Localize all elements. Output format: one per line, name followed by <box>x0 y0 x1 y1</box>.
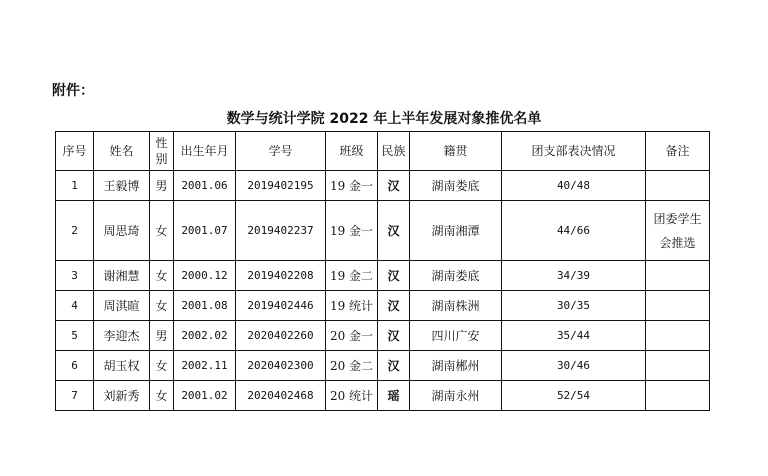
cell-origin: 湖南娄底 <box>410 171 502 201</box>
cell-ethnicity: 汉 <box>378 201 410 261</box>
cell-class: 20 金二 <box>326 351 378 381</box>
cell-seq: 2 <box>56 201 94 261</box>
cell-birth: 2001.02 <box>174 381 236 411</box>
cell-name: 周思琦 <box>94 201 150 261</box>
cell-seq: 5 <box>56 321 94 351</box>
cell-class: 19 金二 <box>326 261 378 291</box>
cell-vote: 35/44 <box>502 321 646 351</box>
cell-origin: 湖南永州 <box>410 381 502 411</box>
cell-remark <box>646 261 710 291</box>
cell-student-id: 2019402208 <box>236 261 326 291</box>
cell-name: 周淇暄 <box>94 291 150 321</box>
cell-name: 胡玉权 <box>94 351 150 381</box>
table-row <box>56 261 710 291</box>
cell-birth: 2000.12 <box>174 261 236 291</box>
cell-name: 王毅博 <box>94 171 150 201</box>
header-student-id: 学号 <box>236 132 326 171</box>
table-row <box>56 171 710 201</box>
header-name: 姓名 <box>94 132 150 171</box>
cell-student-id: 2019402446 <box>236 291 326 321</box>
cell-class: 20 统计 <box>326 381 378 411</box>
cell-class: 19 统计 <box>326 291 378 321</box>
cell-student-id: 2020402468 <box>236 381 326 411</box>
cell-vote: 30/35 <box>502 291 646 321</box>
cell-remark: 团委学生会推选 <box>646 201 710 261</box>
cell-origin: 湖南郴州 <box>410 351 502 381</box>
cell-birth: 2002.02 <box>174 321 236 351</box>
table-header-row <box>56 132 710 171</box>
header-vote: 团支部表决情况 <box>502 132 646 171</box>
cell-birth: 2002.11 <box>174 351 236 381</box>
cell-student-id: 2019402195 <box>236 171 326 201</box>
table-row <box>56 291 710 321</box>
cell-student-id: 2020402300 <box>236 351 326 381</box>
cell-seq: 7 <box>56 381 94 411</box>
attachment-label: 附件： <box>52 83 94 99</box>
cell-origin: 湖南娄底 <box>410 261 502 291</box>
cell-gender: 女 <box>150 351 174 381</box>
cell-gender: 女 <box>150 381 174 411</box>
header-class: 班级 <box>326 132 378 171</box>
cell-ethnicity: 汉 <box>378 261 410 291</box>
cell-ethnicity: 汉 <box>378 351 410 381</box>
cell-name: 李迎杰 <box>94 321 150 351</box>
cell-student-id: 2019402237 <box>236 201 326 261</box>
cell-gender: 女 <box>150 261 174 291</box>
cell-gender: 男 <box>150 321 174 351</box>
cell-remark <box>646 321 710 351</box>
header-ethnicity: 民族 <box>378 132 410 171</box>
cell-student-id: 2020402260 <box>236 321 326 351</box>
cell-name: 谢湘慧 <box>94 261 150 291</box>
cell-gender: 女 <box>150 291 174 321</box>
cell-vote: 40/48 <box>502 171 646 201</box>
cell-ethnicity: 汉 <box>378 321 410 351</box>
table-row <box>56 351 710 381</box>
header-remark: 备注 <box>646 132 710 171</box>
document-title: 数学与统计学院 2022 年上半年发展对象推优名单 <box>226 111 542 127</box>
cell-birth: 2001.07 <box>174 201 236 261</box>
cell-remark <box>646 171 710 201</box>
header-seq: 序号 <box>56 132 94 171</box>
table-row <box>56 201 710 261</box>
cell-seq: 4 <box>56 291 94 321</box>
header-birth: 出生年月 <box>174 132 236 171</box>
cell-class: 20 金一 <box>326 321 378 351</box>
table-row <box>56 381 710 411</box>
cell-birth: 2001.06 <box>174 171 236 201</box>
cell-origin: 四川广安 <box>410 321 502 351</box>
cell-ethnicity: 汉 <box>378 171 410 201</box>
cell-class: 19 金一 <box>326 171 378 201</box>
cell-vote: 52/54 <box>502 381 646 411</box>
cell-birth: 2001.08 <box>174 291 236 321</box>
cell-class: 19 金一 <box>326 201 378 261</box>
cell-seq: 1 <box>56 171 94 201</box>
cell-seq: 3 <box>56 261 94 291</box>
cell-vote: 44/66 <box>502 201 646 261</box>
candidate-table <box>55 131 710 411</box>
cell-gender: 女 <box>150 201 174 261</box>
cell-seq: 6 <box>56 351 94 381</box>
cell-ethnicity: 汉 <box>378 291 410 321</box>
cell-remark <box>646 291 710 321</box>
cell-remark <box>646 351 710 381</box>
cell-name: 刘新秀 <box>94 381 150 411</box>
cell-origin: 湖南株洲 <box>410 291 502 321</box>
cell-vote: 30/46 <box>502 351 646 381</box>
cell-vote: 34/39 <box>502 261 646 291</box>
cell-origin: 湖南湘潭 <box>410 201 502 261</box>
header-gender: 性别 <box>150 132 174 171</box>
table-row <box>56 321 710 351</box>
header-origin: 籍贯 <box>410 132 502 171</box>
cell-ethnicity: 瑶 <box>378 381 410 411</box>
cell-gender: 男 <box>150 171 174 201</box>
cell-remark <box>646 381 710 411</box>
